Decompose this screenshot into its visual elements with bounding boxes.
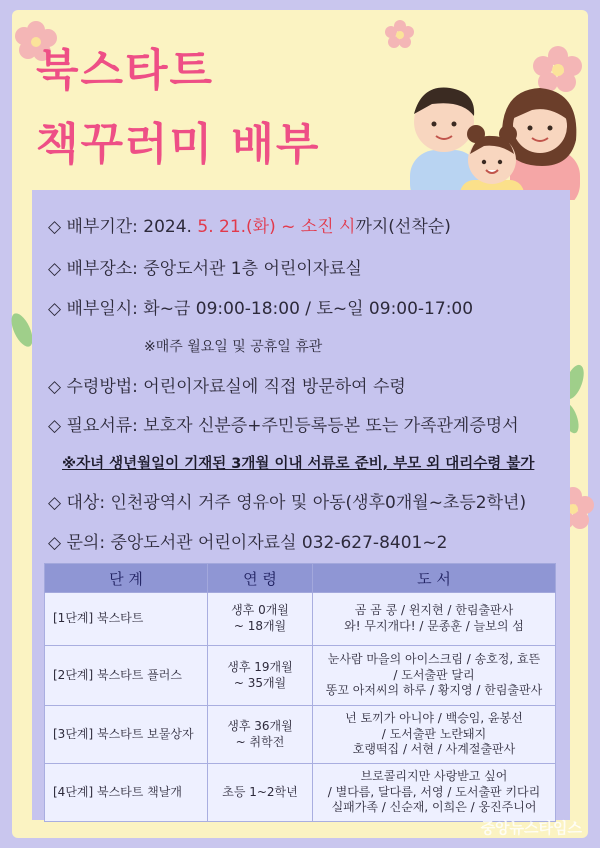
method-row: ◇ 수령방법: 어린이자료실에 직접 방문하여 수령: [48, 377, 406, 397]
target-row: ◇ 대상: 인천광역시 거주 영유아 및 아동(생후0개월~초등2학년): [48, 493, 527, 513]
period-highlight: 5. 21.(화) ~ 소진 시: [197, 217, 356, 237]
table-row: [45, 706, 556, 764]
stage-cell: [1단계] 북스타트: [45, 593, 208, 646]
table-row: [45, 593, 556, 646]
age-cell: 생후 19개월 ~ 35개월: [208, 646, 313, 706]
table-header-row: [45, 564, 556, 593]
table-row: [45, 764, 556, 822]
watermark: 중앙뉴스타임스: [480, 819, 582, 837]
books-cell: 브로콜리지만 사랑받고 싶어 / 별다름, 달다름, 서영 / 도서출판 키다리 실패가족 / 신순재, 이희은 / 웅진주니어: [313, 764, 556, 822]
period-suffix: 까지(선착순): [355, 217, 451, 237]
age-cell: 생후 0개월 ~ 18개월: [208, 593, 313, 646]
title-line-1: 북스타트: [36, 45, 215, 96]
warning-note: ※자녀 생년월일이 기재된 3개월 이내 서류로 준비, 부모 외 대리수령 불가: [62, 456, 535, 472]
flower-decoration: [380, 14, 420, 54]
books-cell: 넌 토끼가 아니야 / 백승임, 윤봉선 / 도서출판 노란돼지 호랭떡집 / 서현 / 사계절출판사: [313, 706, 556, 764]
documents-row: ◇ 필요서류: 보호자 신분증+주민등록등본 또는 가족관계증명서: [48, 416, 519, 436]
stage-cell: [4단계] 북스타트 책날개: [45, 764, 208, 822]
closed-note: ※매주 월요일 및 공휴일 휴관: [144, 339, 323, 355]
title-line-2: 책꾸러미 배부: [36, 119, 321, 170]
table-row: [45, 646, 556, 706]
header-books: 도 서: [313, 564, 556, 593]
period-prefix: ◇ 배부기간: 2024.: [48, 217, 198, 237]
stage-cell: [3단계] 북스타트 보물상자: [45, 706, 208, 764]
place-row: ◇ 배부장소: 중앙도서관 1층 어린이자료실: [48, 259, 362, 279]
header-age: 연 령: [208, 564, 313, 593]
age-cell: 생후 36개월 ~ 취학전: [208, 706, 313, 764]
age-cell: 초등 1~2학년: [208, 764, 313, 822]
book-table: [44, 563, 556, 822]
contact-row: ◇ 문의: 중앙도서관 어린이자료실 032-627-8401~2: [48, 533, 448, 553]
books-cell: 곰 곰 콩 / 윈지현 / 한림출판사 와! 무지개다! / 문종훈 / 늘보의 섬: [313, 593, 556, 646]
stage-cell: [2단계] 북스타트 플러스: [45, 646, 208, 706]
family-illustration: [392, 70, 582, 200]
books-cell: 눈사람 마을의 아이스크림 / 송호정, 효뜬 / 도서출판 달리 똥꼬 아저씨의 하루 / 황지영 / 한림출판사: [313, 646, 556, 706]
hours-row: ◇ 배부일시: 화~금 09:00-18:00 / 토~일 09:00-17:00: [48, 299, 474, 319]
period-row: [48, 212, 451, 237]
header-stage: 단 계: [45, 564, 208, 593]
